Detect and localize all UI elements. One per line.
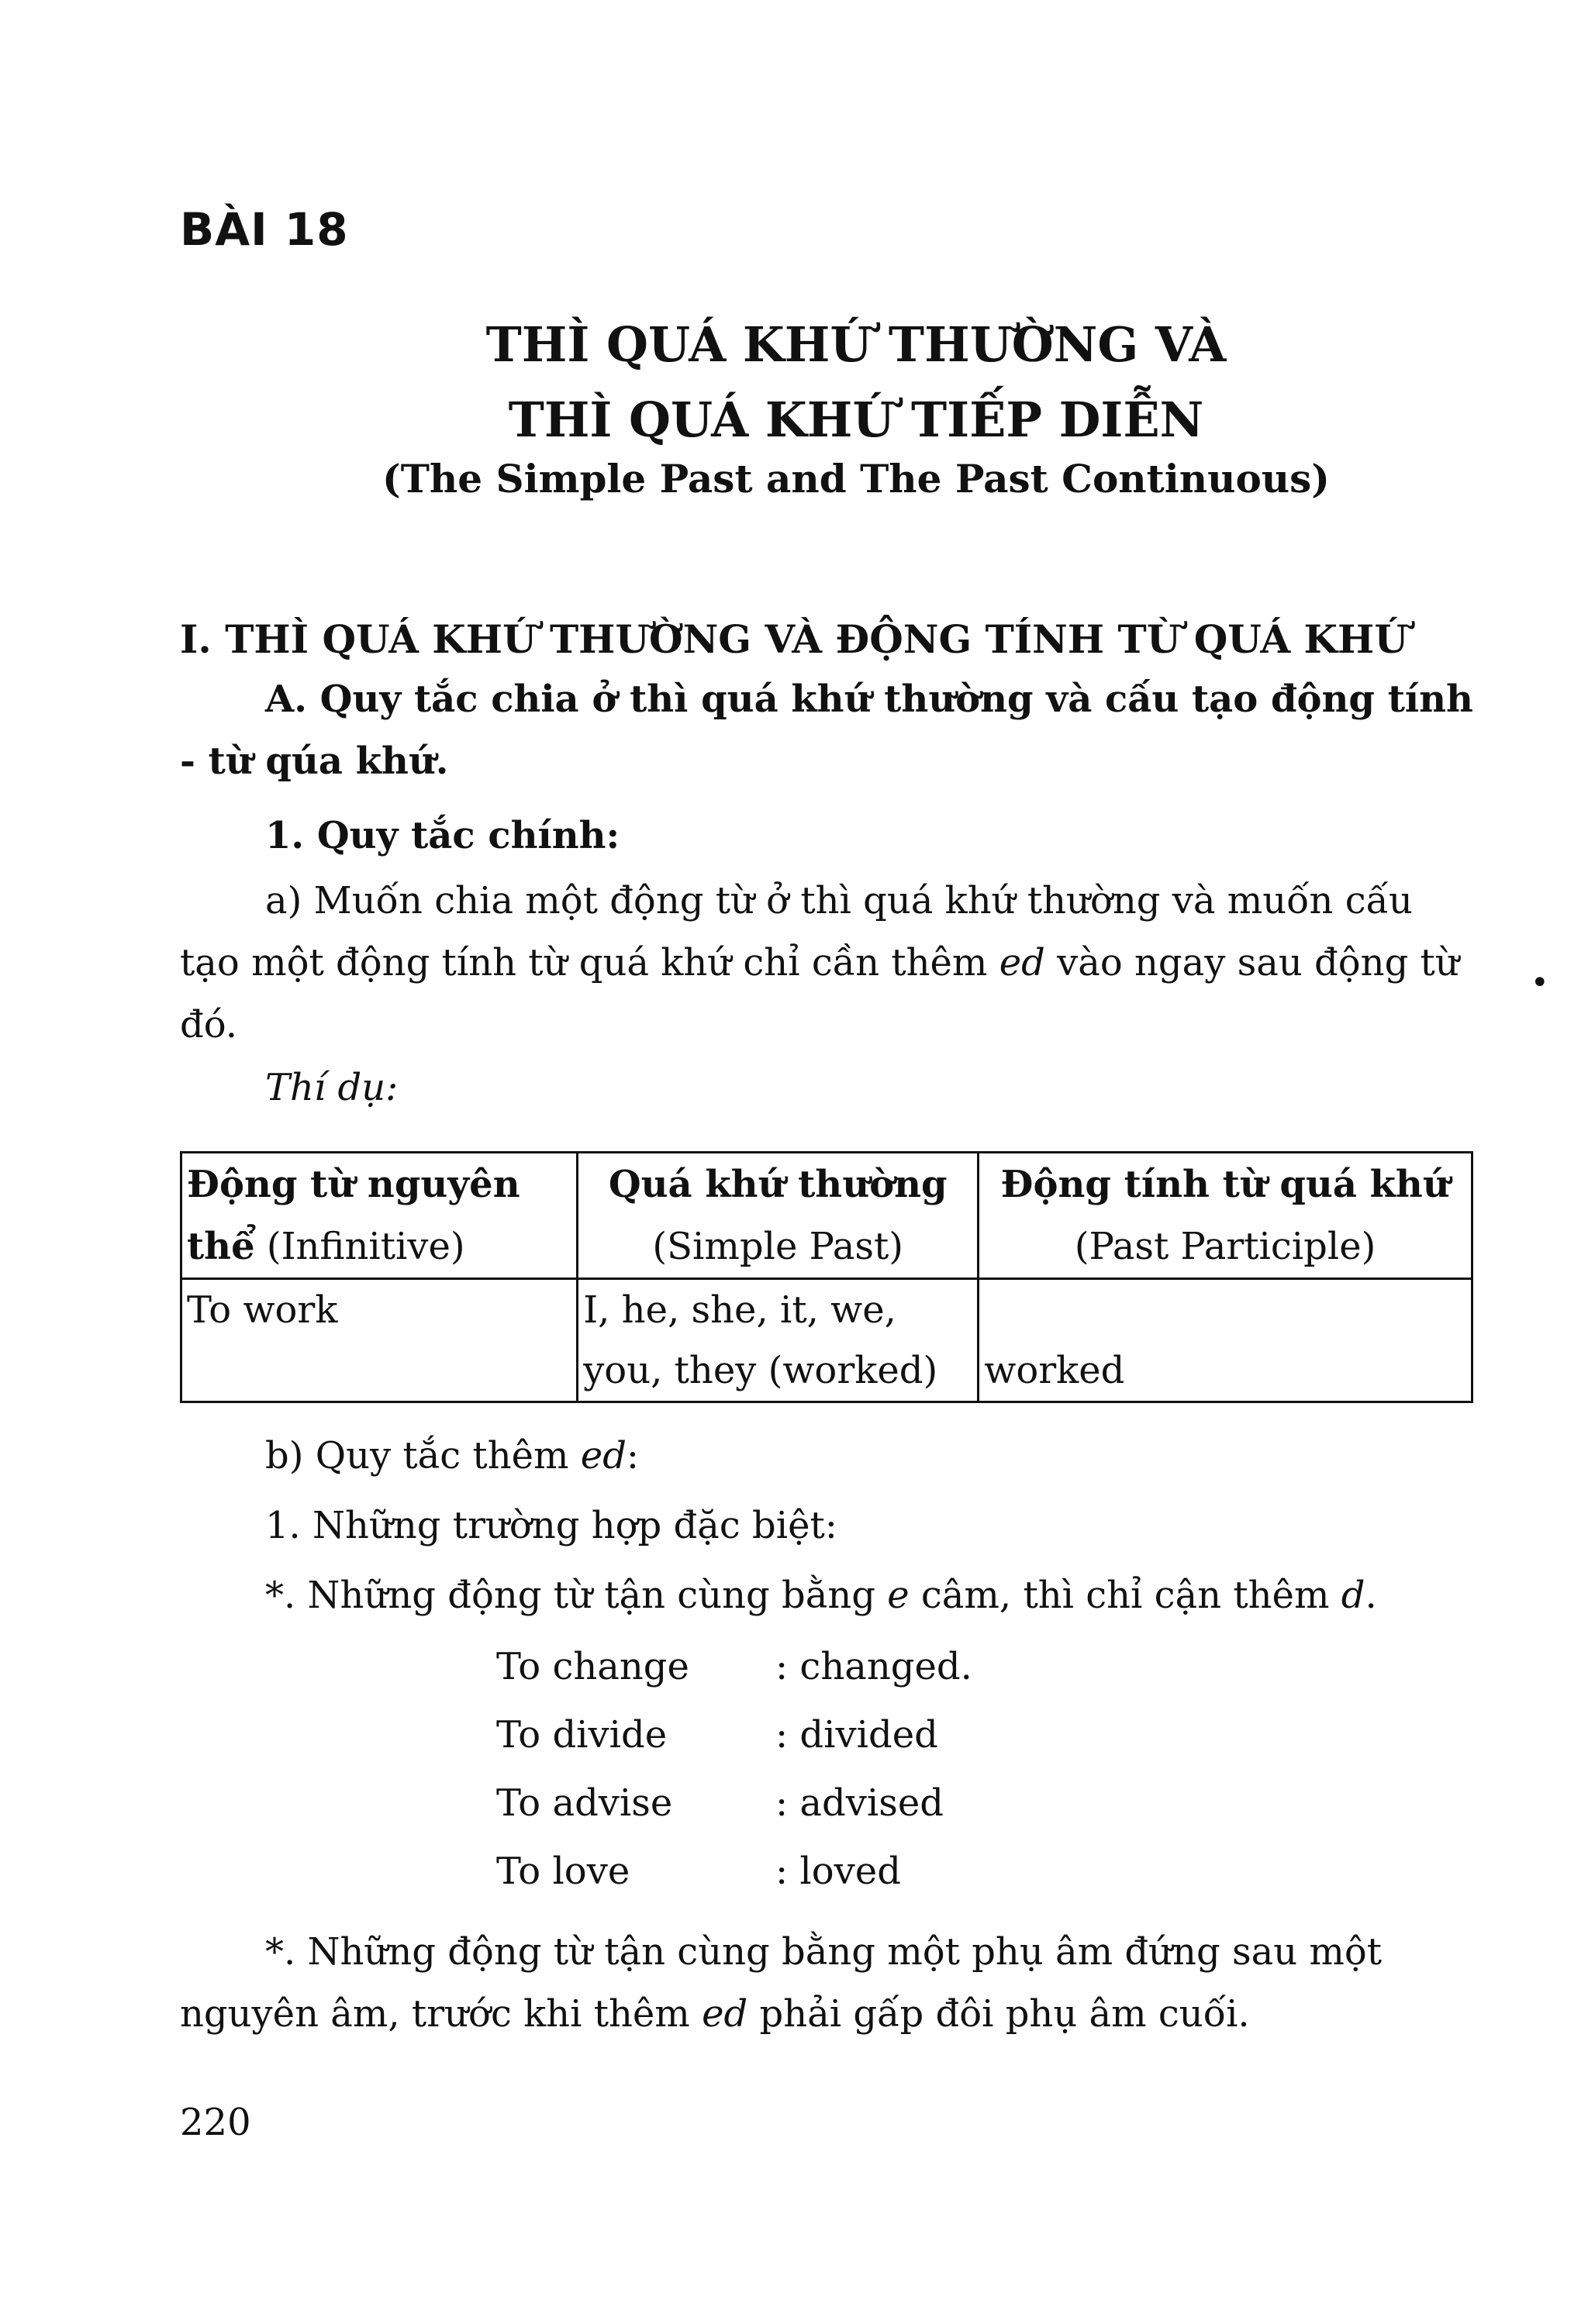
row1-col2-line2: you, they (worked) bbox=[583, 1349, 938, 1392]
case2-ed: ed bbox=[702, 1992, 748, 2036]
example-label: Thí dụ: bbox=[265, 1066, 399, 1109]
past-2: : divided bbox=[775, 1713, 938, 1757]
case1-line bbox=[265, 1574, 1377, 1617]
case1-d: d bbox=[1341, 1574, 1365, 1617]
row1-col2 bbox=[578, 1279, 979, 1402]
title-line-2: THÌ QUÁ KHỨ TIẾP DIỄN bbox=[508, 391, 1204, 448]
col2-header-line1: Quá khứ thường bbox=[608, 1163, 948, 1206]
rule-a-text-2: vào ngay sau động từ đó. bbox=[180, 941, 1459, 1046]
example-table bbox=[180, 1151, 1473, 1403]
row1-col2-line1: I, he, she, it, we, bbox=[583, 1288, 896, 1332]
page-number: 220 bbox=[180, 2101, 251, 2144]
case2-text-1: *. Những động từ tận cùng bằng một phụ âm đứng sau một nguyên âm, trước khi thêm bbox=[180, 1930, 1383, 2036]
table-row bbox=[181, 1279, 1472, 1402]
verb-example-2 bbox=[496, 1713, 938, 1757]
col1-header bbox=[181, 1153, 578, 1279]
verb-example-3 bbox=[496, 1781, 944, 1825]
case1-text-1: *. Những động từ tận cùng bằng bbox=[265, 1574, 888, 1617]
row1-col1: To work bbox=[181, 1279, 578, 1402]
verb-4: To love bbox=[496, 1850, 630, 1893]
rule-a-ed: ed bbox=[999, 941, 1045, 984]
rule-b-ed: ed bbox=[580, 1434, 627, 1477]
rule-heading: 1. Quy tắc chính: bbox=[265, 814, 620, 857]
col3-header-line2: (Past Participle) bbox=[1074, 1225, 1376, 1268]
case2-text-2: phải gấp đôi phụ âm cuối. bbox=[747, 1992, 1250, 2036]
rule-b bbox=[265, 1434, 639, 1477]
lesson-label: BÀI 18 bbox=[180, 203, 349, 256]
table-header-row bbox=[181, 1153, 1472, 1279]
rule-a-paragraph bbox=[180, 870, 1479, 1056]
verb-example-1 bbox=[496, 1645, 972, 1688]
verb-2: To divide bbox=[496, 1713, 668, 1757]
case1-text-3: . bbox=[1365, 1574, 1377, 1617]
case1-e: e bbox=[887, 1574, 910, 1617]
case2-paragraph bbox=[180, 1921, 1479, 2045]
past-3: : advised bbox=[775, 1781, 944, 1825]
case1-text-2: câm, thì chỉ cận thêm bbox=[909, 1574, 1341, 1617]
verb-3: To advise bbox=[496, 1781, 673, 1825]
subtitle: (The Simple Past and The Past Continuous) bbox=[382, 456, 1330, 502]
rule-b-text-1: b) Quy tắc thêm bbox=[265, 1434, 581, 1477]
col3-header bbox=[979, 1153, 1472, 1279]
special-cases-heading: 1. Những trường hợp đặc biệt: bbox=[265, 1504, 837, 1547]
rule-b-text-2: : bbox=[626, 1434, 640, 1477]
col2-header-line2: (Simple Past) bbox=[652, 1225, 904, 1268]
past-1: : changed. bbox=[775, 1645, 972, 1688]
col1-header-infinitive: (Infinitive) bbox=[254, 1225, 465, 1268]
col1-header-line2 bbox=[187, 1215, 571, 1278]
col1-header-line1: Động từ nguyên bbox=[187, 1163, 520, 1206]
row1-col3: worked bbox=[979, 1279, 1472, 1402]
verb-1: To change bbox=[496, 1645, 689, 1688]
col1-header-the: thể bbox=[187, 1225, 255, 1268]
col2-header bbox=[578, 1153, 979, 1279]
past-4: : loved bbox=[775, 1850, 901, 1893]
title-line-1: THÌ QUÁ KHỨ THƯỜNG VÀ bbox=[485, 316, 1227, 373]
col3-header-line1: Động tính từ quá khứ bbox=[1000, 1163, 1450, 1206]
verb-example-4 bbox=[496, 1850, 901, 1893]
section-heading: I. THÌ QUÁ KHỨ THƯỜNG VÀ ĐỘNG TÍNH TỪ QUÁ KHỨ bbox=[180, 616, 1408, 662]
rule-a-text-1: a) Muốn chia một động từ ở thì quá khứ thường và muốn cấu tạo một động tính từ quá khứ chỉ cần thêm bbox=[180, 879, 1413, 984]
subheading-a: A. Quy tắc chia ở thì quá khứ thường và cấu tạo động tính - từ qúa khứ. bbox=[180, 678, 1473, 783]
margin-dot: • bbox=[1531, 965, 1549, 1001]
